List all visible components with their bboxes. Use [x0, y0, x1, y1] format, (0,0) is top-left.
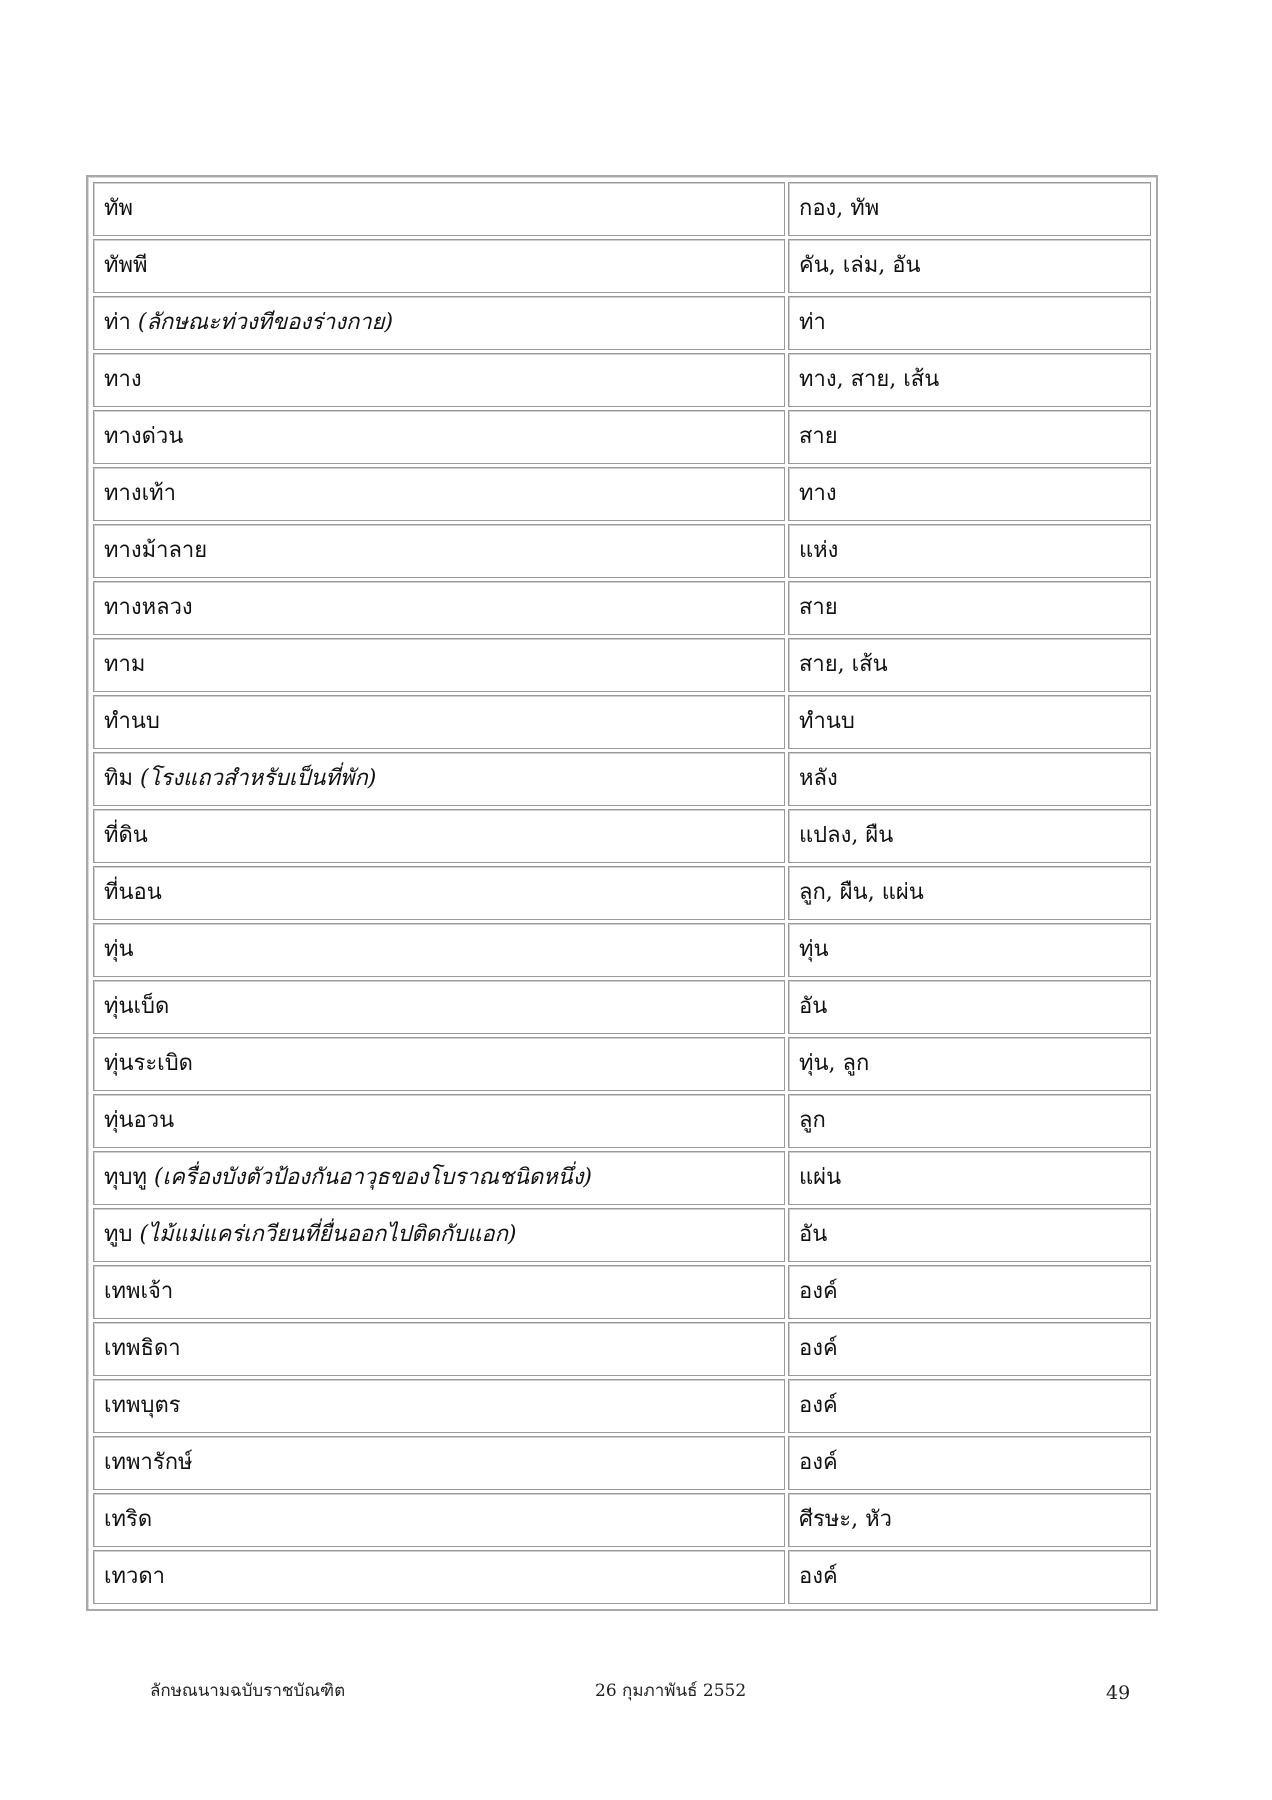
noun-cell: [93, 581, 785, 635]
noun-text: ทุบทู: [104, 1164, 147, 1190]
noun-text: ท่า: [104, 309, 131, 335]
noun-cell: [93, 866, 785, 920]
classifier-table-body: [93, 182, 1151, 1604]
classifier-cell: สาย: [788, 410, 1151, 464]
noun-text: ทุ่นระเบิด: [104, 1050, 193, 1076]
classifier-cell: กอง, ทัพ: [788, 182, 1151, 236]
classifier-cell: แปลง, ผืน: [788, 809, 1151, 863]
table-row: [93, 581, 1151, 635]
classifier-cell: แห่ง: [788, 524, 1151, 578]
table-row: [93, 1379, 1151, 1433]
table-row: [93, 239, 1151, 293]
table-row: [93, 1550, 1151, 1604]
table-row: [93, 809, 1151, 863]
noun-cell: [93, 524, 785, 578]
classifier-cell: หลัง: [788, 752, 1151, 806]
noun-text: ทุ่น: [104, 936, 134, 962]
noun-text: ที่ดิน: [104, 822, 148, 848]
noun-text: เทพารักษ์: [104, 1449, 193, 1475]
classifier-cell: คัน, เล่ม, อัน: [788, 239, 1151, 293]
table-row: [93, 638, 1151, 692]
noun-text: เทวดา: [104, 1563, 166, 1589]
classifier-cell: สาย: [788, 581, 1151, 635]
footer-document-title: ลักษณนามฉบับราชบัณฑิต: [150, 1681, 346, 1701]
noun-cell: [93, 1436, 785, 1490]
classifier-cell: ลูก: [788, 1094, 1151, 1148]
classifier-cell: สาย, เส้น: [788, 638, 1151, 692]
noun-note: (ไม้แม่แคร่เกวียนที่ยื่นออกไปติดกับแอก): [139, 1221, 517, 1247]
noun-cell: [93, 1550, 785, 1604]
noun-cell: [93, 353, 785, 407]
table-row: [93, 524, 1151, 578]
table-row: [93, 980, 1151, 1034]
table-row: [93, 1322, 1151, 1376]
classifier-cell: ทำนบ: [788, 695, 1151, 749]
table-row: [93, 296, 1151, 350]
noun-text: ทำนบ: [104, 708, 160, 734]
table-row: [93, 1037, 1151, 1091]
table-row: [93, 1208, 1151, 1262]
noun-cell: [93, 1208, 785, 1262]
classifier-cell: ทาง: [788, 467, 1151, 521]
table-row: [93, 695, 1151, 749]
noun-cell: [93, 1493, 785, 1547]
table-row: [93, 467, 1151, 521]
noun-text: ทาง: [104, 366, 142, 392]
noun-cell: [93, 923, 785, 977]
noun-cell: [93, 467, 785, 521]
classifier-cell: องค์: [788, 1550, 1151, 1604]
noun-text: ทาม: [104, 651, 146, 677]
noun-text: เทริด: [104, 1506, 153, 1532]
noun-text: ทุ่นเบ็ด: [104, 993, 170, 1019]
noun-text: ทุ่นอวน: [104, 1107, 175, 1133]
noun-cell: [93, 1037, 785, 1091]
table-row: [93, 923, 1151, 977]
noun-cell: [93, 980, 785, 1034]
table-row: [93, 866, 1151, 920]
classifier-cell: ลูก, ผืน, แผ่น: [788, 866, 1151, 920]
noun-cell: [93, 695, 785, 749]
noun-text: ทางด่วน: [104, 423, 184, 449]
table-row: [93, 1151, 1151, 1205]
noun-note: (โรงแถวสำหรับเป็นที่พัก): [140, 765, 377, 791]
noun-cell: [93, 638, 785, 692]
classifier-cell: ทาง, สาย, เส้น: [788, 353, 1151, 407]
classifier-cell: ศีรษะ, หัว: [788, 1493, 1151, 1547]
classifier-cell: องค์: [788, 1379, 1151, 1433]
table-row: [93, 1094, 1151, 1148]
classifier-cell: องค์: [788, 1436, 1151, 1490]
noun-text: ทัพ: [104, 195, 134, 221]
classifier-cell: อัน: [788, 1208, 1151, 1262]
noun-text: ทิม: [104, 765, 134, 791]
noun-cell: [93, 296, 785, 350]
noun-text: เทพธิดา: [104, 1335, 181, 1361]
noun-cell: [93, 1151, 785, 1205]
table-row: [93, 182, 1151, 236]
noun-cell: [93, 1265, 785, 1319]
noun-text: ทางหลวง: [104, 594, 193, 620]
classifier-table: [90, 179, 1154, 1607]
noun-note: (ลักษณะท่วงทีของร่างกาย): [137, 309, 394, 335]
classifier-cell: องค์: [788, 1265, 1151, 1319]
table-row: [93, 1436, 1151, 1490]
noun-cell: [93, 752, 785, 806]
table-row: [93, 410, 1151, 464]
noun-text: เทพเจ้า: [104, 1278, 174, 1304]
noun-cell: [93, 239, 785, 293]
table-row: [93, 353, 1151, 407]
noun-text: ทูบ: [104, 1221, 133, 1247]
page-number: 49: [1106, 1682, 1131, 1704]
noun-text: ทางเท้า: [104, 480, 176, 506]
noun-cell: [93, 410, 785, 464]
classifier-cell: แผ่น: [788, 1151, 1151, 1205]
noun-cell: [93, 1094, 785, 1148]
classifier-cell: ทุ่น, ลูก: [788, 1037, 1151, 1091]
noun-text: ทัพพี: [104, 252, 148, 278]
noun-note: (เครื่องบังตัวป้องกันอาวุธของโบราณชนิดหนึ่ง): [153, 1164, 593, 1190]
classifier-cell: ท่า: [788, 296, 1151, 350]
classifier-table-frame: [86, 175, 1158, 1611]
noun-text: เทพบุตร: [104, 1392, 181, 1418]
noun-cell: [93, 182, 785, 236]
table-row: [93, 1265, 1151, 1319]
footer-date: 26 กุมภาพันธ์ 2552: [595, 1681, 747, 1701]
classifier-cell: อัน: [788, 980, 1151, 1034]
noun-cell: [93, 1322, 785, 1376]
noun-cell: [93, 1379, 785, 1433]
table-row: [93, 1493, 1151, 1547]
classifier-cell: องค์: [788, 1322, 1151, 1376]
table-row: [93, 752, 1151, 806]
noun-cell: [93, 809, 785, 863]
noun-text: ที่นอน: [104, 879, 162, 905]
noun-text: ทางม้าลาย: [104, 537, 208, 563]
classifier-cell: ทุ่น: [788, 923, 1151, 977]
